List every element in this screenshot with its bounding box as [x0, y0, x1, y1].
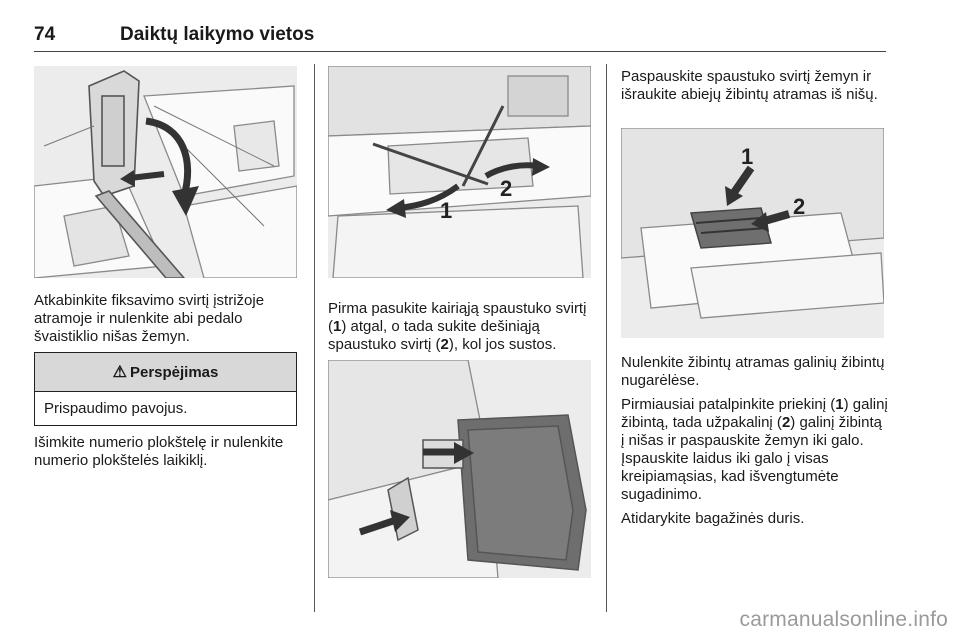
figure-label-1: 1 — [440, 198, 453, 223]
instruction-paragraph: Pirma pasukite kairiąją spaustuko svirtį (1) atgal, o tada sukite dešiniąją spaustuko svirtį (2), kol jos sustos. — [328, 300, 587, 353]
figure-label-1: 1 — [741, 144, 754, 169]
instruction-paragraph: Nulenkite žibintų atramas galinių žibintų nugarėlėse. — [621, 354, 885, 389]
header-rule — [34, 51, 886, 52]
figure-label-2: 2 — [793, 194, 806, 219]
figure-light-holder — [328, 360, 591, 578]
ref-number-1: 1 — [835, 396, 844, 413]
figure-lever-release — [34, 66, 297, 278]
warning-header — [35, 353, 296, 392]
warning-box — [34, 352, 297, 426]
instruction-paragraph: Atidarykite bagažinės duris. — [621, 510, 805, 527]
ref-number-1: 1 — [333, 318, 342, 335]
clamp-illustration — [328, 66, 591, 278]
figure-light-removal — [621, 128, 884, 338]
instruction-paragraph: Paspauskite spaustuko svirtį žemyn ir išraukite abiejų žibintų atramas iš nišų. — [621, 68, 878, 103]
page-title: Daiktų laikymo vietos — [120, 24, 315, 45]
warning-body: Prispaudimo pavojus. — [44, 400, 188, 417]
figure-clamp-levers — [328, 66, 591, 278]
instruction-paragraph: Išimkite numerio plokštelę ir nulenkite numerio plokštelės laikiklį. — [34, 434, 284, 469]
page-header — [34, 24, 886, 52]
ref-number-2: 2 — [440, 336, 449, 353]
lever-illustration — [34, 66, 297, 278]
light-holder-illustration — [328, 360, 591, 578]
instruction-paragraph: Atkabinkite fiksavimo svirtį įstrižoje atramoje ir nulenkite abi pedalo švaistiklio nišas žemyn. — [34, 292, 265, 345]
column-divider-2 — [606, 64, 607, 612]
instruction-paragraph: Pirmiausiai patalpinkite priekinį (1) galinį žibintą, tada užpakalinį (2) galinį žibintą į nišas ir paspauskite žemyn iki galo. Įspauskite laidus iki galo į visas kreipiamąsias, kad išvengtumėte sugadinimo. — [621, 396, 888, 503]
figure-label-2: 2 — [500, 176, 513, 201]
ref-number-2: 2 — [781, 414, 791, 431]
light-removal-illustration — [621, 128, 884, 338]
page-number: 74 — [34, 24, 56, 45]
warning-title: Perspėjimas — [129, 363, 219, 381]
column-divider-1 — [314, 64, 315, 612]
watermark: carmanualsonline.info — [739, 608, 948, 631]
warning-triangle-icon: ⚠ — [112, 364, 127, 381]
